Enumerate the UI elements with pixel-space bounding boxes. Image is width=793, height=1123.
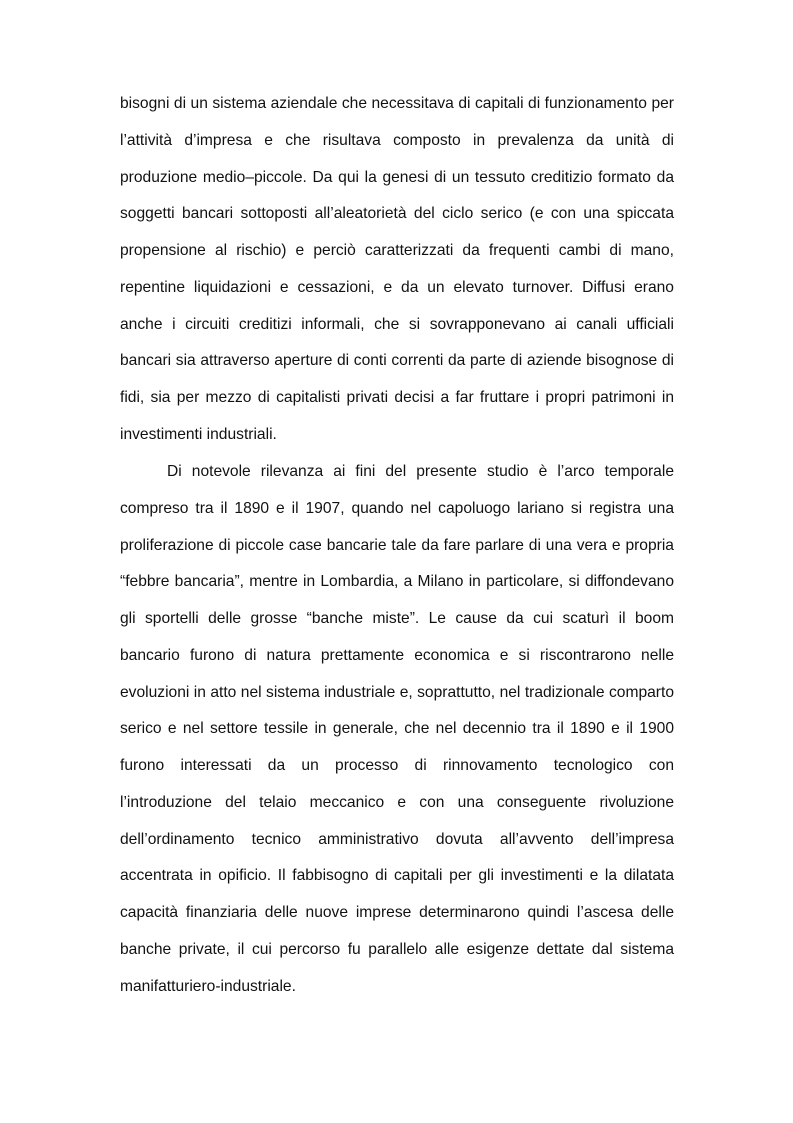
paragraph-text: Di notevole rilevanza ai fini del presente studio è l’arco temporale compreso tra il 1890 e il 1907, quando nel capoluogo lariano si registra una proliferazione di piccole case bancarie tale da fare parlare di una vera e propria “febbre bancaria”, mentre in Lombardia, a Milano in particolare, si diffondevano gli sportelli delle grosse “banche miste”. Le cause da cui scaturì il boom bancario furono di natura prettamente economica e si riscontrarono nelle evoluzioni in atto nel sistema industriale e, soprattutto, nel tradizionale comparto serico e nel settore tessile in generale, che nel decennio tra il 1890 e il 1900 furono interessati da un processo di rinnovamento tecnologico con l’introduzione del telaio meccanico e con una conseguente rivoluzione dell’ordinamento tecnico amministrativo dovuta all’avvento dell’impresa accentrata in opificio. Il fabbisogno di capitali per gli investimenti e la dilatata capacità finanziaria delle nuove imprese determinarono quindi l’ascesa delle banche private, il cui percorso fu parallelo alle esigenze dettate dal sistema manifatturiero-industriale. bbox=[120, 463, 674, 995]
paragraph-text: bisogni di un sistema aziendale che necessitava di capitali di funzionamento per l’attività d’impresa e che risultava composto in prevalenza da unità di produzione medio–piccole. Da qui la genesi di un tessuto creditizio formato da soggetti bancari sottoposti all’aleatorietà del ciclo serico (e con una spiccata propensione al rischio) e perciò caratterizzati da frequenti cambi di mano, repentine liquidazioni e cessazioni, e da un elevato turnover. Diffusi erano anche i circuiti creditizi informali, che si sovrapponevano ai canali ufficiali bancari sia attraverso aperture di conti correnti da parte di aziende bisognose di fidi, sia per mezzo di capitalisti privati decisi a far fruttare i propri patrimoni in investimenti industriali. bbox=[120, 95, 674, 443]
paragraph-indented bbox=[120, 454, 674, 1005]
paragraph-continuation bbox=[120, 86, 674, 454]
